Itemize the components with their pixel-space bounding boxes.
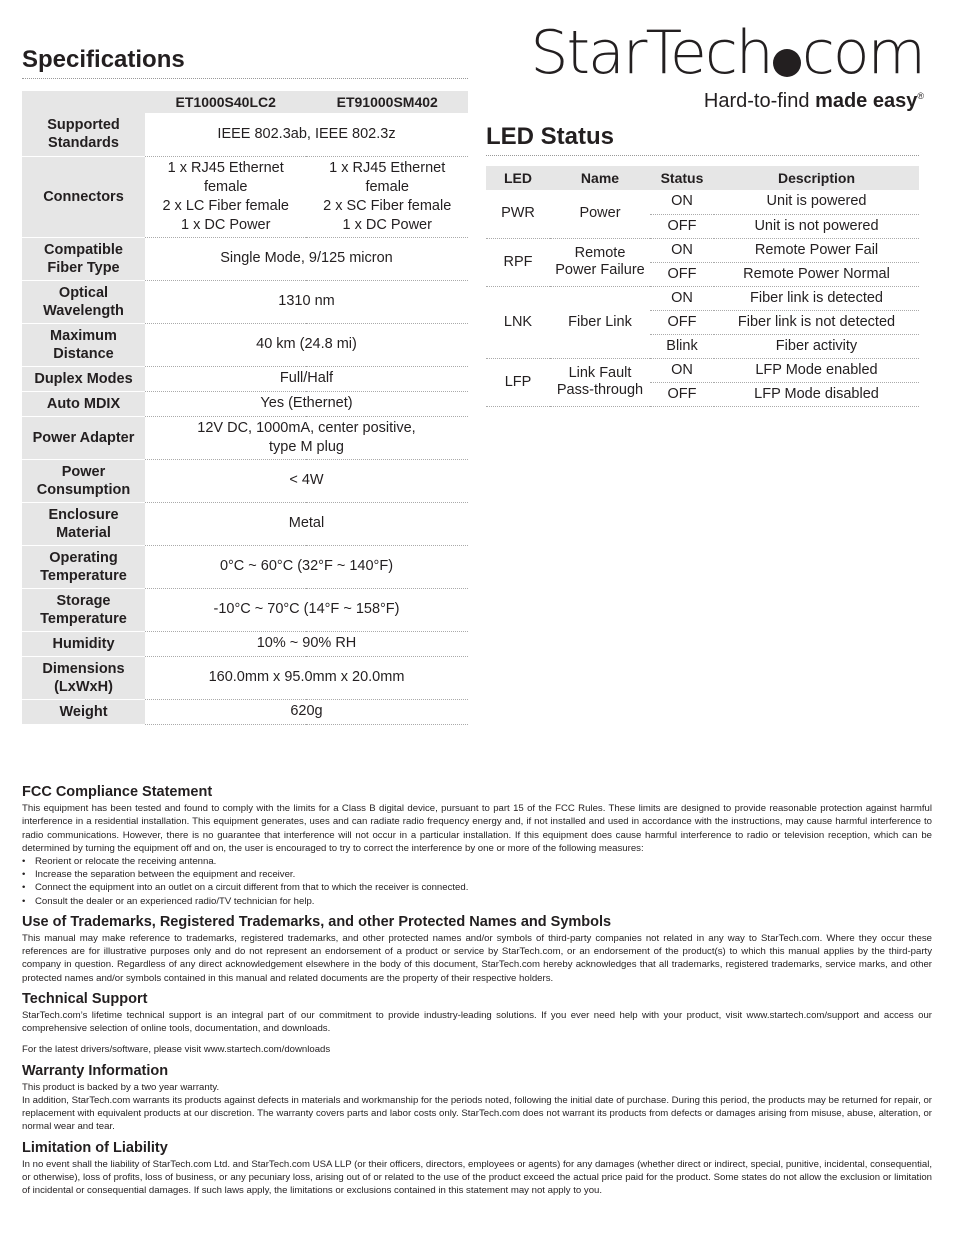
table-row: [22, 416, 468, 459]
spec-label: Storage Temperature: [22, 588, 145, 631]
spec-label: Power Adapter: [22, 416, 145, 459]
specifications-section: [22, 46, 468, 725]
led-description: Fiber link is not detected: [714, 310, 919, 334]
table-row: [486, 238, 919, 262]
legal-section: [22, 782, 932, 1197]
led-state: Blink: [650, 334, 714, 358]
spec-label: Dimensions (LxWxH): [22, 656, 145, 699]
spec-value: [145, 416, 468, 459]
spec-header-model-1: ET1000S40LC2: [145, 91, 306, 113]
warranty-line: This product is backed by a two year warranty.: [22, 1081, 220, 1093]
spec-value: 620g: [145, 699, 468, 724]
fcc-body: This equipment has been tested and found to comply with the limits for a Class B digital device, pursuant to part 15 of the FCC Rules. These limits are designed to provide reasonable protection against harmful interference in a residential installation. This equipment generates, uses and can radiate radio frequency energy and, if not installed and used in accordance with the instructions, may cause harmful interference to radio communications. However, there is no guarantee that interference will not occur in a particular installation. If this equipment does cause harmful interference to radio or television reception, which can be determined by turning the equipment off and on, the user is encouraged to try to correct the interference by one or more of the following measures:: [22, 803, 932, 854]
support-title: Technical Support: [22, 990, 148, 1007]
spec-label: Maximum Distance: [22, 323, 145, 366]
spec-value: Yes (Ethernet): [145, 391, 468, 416]
spec-header-model-2: ET91000SM402: [306, 91, 468, 113]
spec-label: Optical Wavelength: [22, 280, 145, 323]
connector-item: 1 x DC Power: [180, 216, 271, 233]
table-row: [486, 286, 919, 310]
spec-value: Single Mode, 9/125 micron: [145, 237, 468, 280]
table-row: [22, 502, 468, 545]
led-name: Fiber Link: [550, 286, 650, 358]
spec-value-model-2: [306, 156, 468, 237]
table-row: [22, 545, 468, 588]
led-name: [550, 358, 650, 406]
warranty-title: Warranty Information: [22, 1062, 169, 1079]
table-row: [22, 631, 468, 656]
table-row: [22, 588, 468, 631]
led-description: LFP Mode disabled: [714, 382, 919, 406]
logo-tagline: [530, 90, 924, 113]
specifications-title: Specifications: [22, 46, 468, 79]
connector-item: 1 x DC Power: [342, 216, 432, 233]
list-item: • Consult the dealer or an experienced radio/TV technician for help.: [22, 895, 932, 908]
list-item: • Reorient or relocate the receiving antenna.: [22, 855, 932, 868]
connector-item: 1 x RJ45 Ethernet female: [329, 159, 446, 195]
led-state: OFF: [650, 262, 714, 286]
spec-label: Enclosure Material: [22, 502, 145, 545]
led-name-text: Remote Power Failure: [555, 245, 645, 278]
support-drivers: For the latest drivers/software, please visit www.startech.com/downloads: [22, 1044, 331, 1056]
led-state: ON: [650, 190, 714, 214]
table-row: [22, 280, 468, 323]
led-name: Power: [550, 190, 650, 238]
spec-label: Humidity: [22, 631, 145, 656]
led-description: Fiber activity: [714, 334, 919, 358]
logo-wordmark: [530, 18, 924, 88]
led-status-section: [486, 123, 919, 407]
led-code: LFP: [486, 358, 550, 406]
connector-item: 1 x RJ45 Ethernet female: [167, 159, 284, 195]
led-name: [550, 238, 650, 286]
fcc-title: FCC Compliance Statement: [22, 784, 213, 800]
spec-value: -10°C ~ 70°C (14°F ~ 158°F): [145, 588, 468, 631]
tagline-light: Hard-to-find: [703, 90, 810, 112]
spec-value: 1310 nm: [145, 280, 468, 323]
table-row: [486, 358, 919, 382]
spec-label: Auto MDIX: [22, 391, 145, 416]
spec-label: Supported Standards: [22, 113, 145, 156]
table-row: [486, 190, 919, 214]
led-state: ON: [650, 286, 714, 310]
liability-title: Limitation of Liability: [22, 1139, 168, 1156]
spec-value: 40 km (24.8 mi): [145, 323, 468, 366]
spec-value: 160.0mm x 95.0mm x 20.0mm: [145, 656, 468, 699]
table-row: [22, 656, 468, 699]
connector-item: 2 x LC Fiber female: [162, 197, 289, 214]
startech-logo: [530, 18, 924, 113]
logo-brand-right: com: [801, 18, 924, 88]
warranty-body: In addition, StarTech.com warrants its products against defects in materials and workmanship for the periods noted, following the initial date of purchase. During this period, the products may be returned for repair, or replacement with equivalent products at our discretion. The warranty covers parts and labor costs only. StarTech.com does not warrant its products from defects or damages arising from misuse, abuse, alteration, or normal wear and tear.: [22, 1095, 932, 1133]
spec-label: Duplex Modes: [22, 366, 145, 391]
table-row: [22, 391, 468, 416]
spec-label: Power Consumption: [22, 459, 145, 502]
spec-value: Full/Half: [145, 366, 468, 391]
spec-value: Metal: [145, 502, 468, 545]
table-row: [22, 156, 468, 237]
spec-label: Compatible Fiber Type: [22, 237, 145, 280]
tagline-bold: made easy: [815, 90, 918, 112]
trademarks-title: Use of Trademarks, Registered Trademarks, and other Protected Names and Symbols: [22, 913, 612, 930]
led-code: PWR: [486, 190, 550, 238]
led-description: LFP Mode enabled: [714, 358, 919, 382]
spec-value: 0°C ~ 60°C (32°F ~ 140°F): [145, 545, 468, 588]
led-code: LNK: [486, 286, 550, 358]
led-state: ON: [650, 238, 714, 262]
led-state: ON: [650, 358, 714, 382]
support-body: StarTech.com’s lifetime technical support is an integral part of our commitment to provide industry-leading solutions. If you ever need help with your product, visit www.startech.com/support and access our comprehensive selection of online tools, documentation, and downloads.: [22, 1010, 932, 1035]
spec-label: Operating Temperature: [22, 545, 145, 588]
table-row: [22, 237, 468, 280]
led-description: Remote Power Fail: [714, 238, 919, 262]
led-status-table: [486, 166, 919, 407]
list-item: • Connect the equipment into an outlet on a circuit different from that to which the receiver is connected.: [22, 881, 932, 894]
table-row: [22, 323, 468, 366]
spec-value: < 4W: [145, 459, 468, 502]
power-adapter-value: 12V DC, 1000mA, center positive, type M plug: [197, 419, 416, 455]
specifications-table: [22, 91, 468, 725]
led-state: OFF: [650, 214, 714, 238]
led-name-text: Link Fault Pass-through: [556, 365, 644, 398]
spec-label: Weight: [22, 699, 145, 724]
led-state: OFF: [650, 382, 714, 406]
fcc-measures-list: [22, 855, 932, 908]
led-description: Unit is powered: [714, 190, 919, 214]
logo-dot-icon: [773, 49, 801, 77]
led-state: OFF: [650, 310, 714, 334]
table-row: [22, 366, 468, 391]
list-item: • Increase the separation between the equipment and receiver.: [22, 868, 932, 881]
led-status-title: LED Status: [486, 123, 919, 156]
led-code: RPF: [486, 238, 550, 286]
connector-item: 2 x SC Fiber female: [323, 197, 452, 214]
table-row: [22, 113, 468, 156]
led-description: Unit is not powered: [714, 214, 919, 238]
spec-header-blank: [22, 91, 145, 113]
led-description: Remote Power Normal: [714, 262, 919, 286]
led-header-description: Description: [714, 166, 919, 190]
table-row: [22, 699, 468, 724]
spec-value: IEEE 802.3ab, IEEE 802.3z: [145, 113, 468, 156]
trademarks-body: This manual may make reference to trademarks, registered trademarks, and other protected names and/or symbols of third-party companies not related in any way to StarTech.com. Where they occur these references are for illustrative purposes only and do not represent an endorsement of a product or service by StarTech.com, or an endorsement of the product(s) to which this manual applies by the third-party company in question. Regardless of any direct acknowledgement elsewhere in the body of this document, StarTech.com hereby acknowledges that all trademarks, registered trademarks, service marks, and other protected names and/or symbols contained in this manual and related documents are the property of their respective holders.: [22, 933, 932, 984]
spec-value-model-1: [145, 156, 306, 237]
table-row: [22, 459, 468, 502]
led-header-led: LED: [486, 166, 550, 190]
led-description: Fiber link is detected: [714, 286, 919, 310]
registered-mark: ®: [917, 91, 924, 101]
logo-brand-left: StarTech: [530, 18, 772, 88]
led-header-name: Name: [550, 166, 650, 190]
spec-value: 10% ~ 90% RH: [145, 631, 468, 656]
liability-body: In no event shall the liability of StarTech.com Ltd. and StarTech.com USA LLP (or their officers, directors, employees or agents) for any damages (whether direct or indirect, special, punitive, incidental, consequential, or otherwise), loss of profits, loss of business, or any pecuniary loss, arising out of or related to the use of the product exceed the actual price paid for the product. Some states do not allow the exclusion or limitation of incidental or consequential damages. If such laws apply, the limitations or exclusions contained in this statement may not apply to you.: [22, 1158, 932, 1197]
spec-label: Connectors: [22, 156, 145, 237]
led-header-status: Status: [650, 166, 714, 190]
